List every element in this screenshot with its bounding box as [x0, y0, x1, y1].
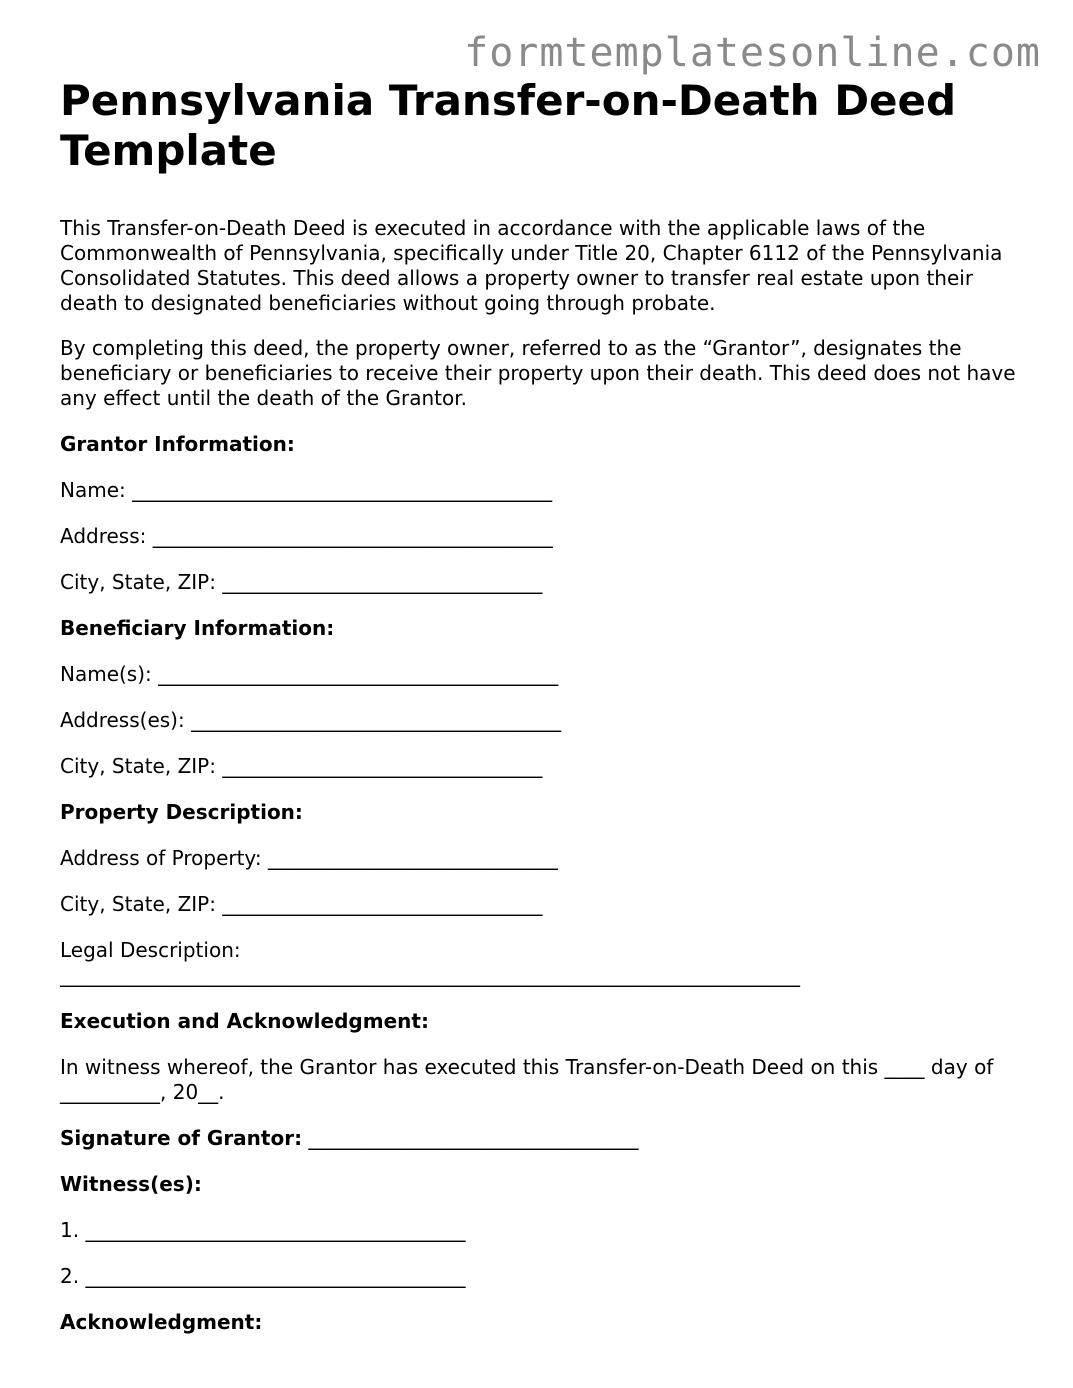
- intro-paragraph-2: By completing this deed, the property owner, referred to as the “Grantor”, designates the beneficiary or beneficiaries to receive their property upon their death. This deed does not have any effect until the death of the Grantor.: [60, 336, 1016, 410]
- document-body: [60, 76, 1020, 1335]
- grantor-address-field[interactable]: Address: ________________________________________: [60, 524, 553, 548]
- grantor-name-field[interactable]: Name: __________________________________________: [60, 478, 553, 502]
- witnesses-heading: Witness(es):: [60, 1172, 202, 1196]
- signature-field[interactable]: _________________________________: [302, 1126, 639, 1150]
- property-city-field[interactable]: City, State, ZIP: ________________________________: [60, 892, 543, 916]
- grantor-city-field[interactable]: City, State, ZIP: ________________________________: [60, 570, 543, 594]
- acknowledgment-heading: Acknowledgment:: [60, 1310, 263, 1334]
- property-address-field[interactable]: Address of Property: _____________________________: [60, 846, 558, 870]
- beneficiary-city-field[interactable]: City, State, ZIP: ________________________________: [60, 754, 543, 778]
- grantor-heading: Grantor Information:: [60, 432, 295, 456]
- witness-2-field[interactable]: 2. ______________________________________: [60, 1264, 466, 1288]
- property-heading: Property Description:: [60, 800, 303, 824]
- legal-description-field[interactable]: __________________________________________________________________________: [60, 963, 800, 987]
- beneficiary-heading: Beneficiary Information:: [60, 616, 335, 640]
- intro-paragraph-1: This Transfer-on-Death Deed is executed in accordance with the applicable laws of the Commonwealth of Pennsylvania, specifically under Title 20, Chapter 6112 of the Pennsylvania Consolidated Statutes. This deed allows a property owner to transfer real estate upon their death to designated beneficiaries without going through probate.: [60, 216, 1003, 315]
- watermark: formtemplatesonline.com: [464, 30, 1041, 76]
- page-title: Pennsylvania Transfer-on-Death Deed Template: [60, 76, 957, 175]
- signature-row: [60, 1126, 1020, 1151]
- legal-description-label: Legal Description:: [60, 938, 241, 962]
- beneficiary-addresses-field[interactable]: Address(es): _____________________________________: [60, 708, 562, 732]
- beneficiary-names-field[interactable]: Name(s): ________________________________________: [60, 662, 559, 686]
- execution-heading: Execution and Acknowledgment:: [60, 1009, 429, 1033]
- execution-witness-text: In witness whereof, the Grantor has executed this Transfer-on-Death Deed on this ____ day of __________, 20__.: [60, 1055, 994, 1104]
- signature-label: Signature of Grantor:: [60, 1126, 303, 1150]
- witness-1-field[interactable]: 1. ______________________________________: [60, 1218, 466, 1242]
